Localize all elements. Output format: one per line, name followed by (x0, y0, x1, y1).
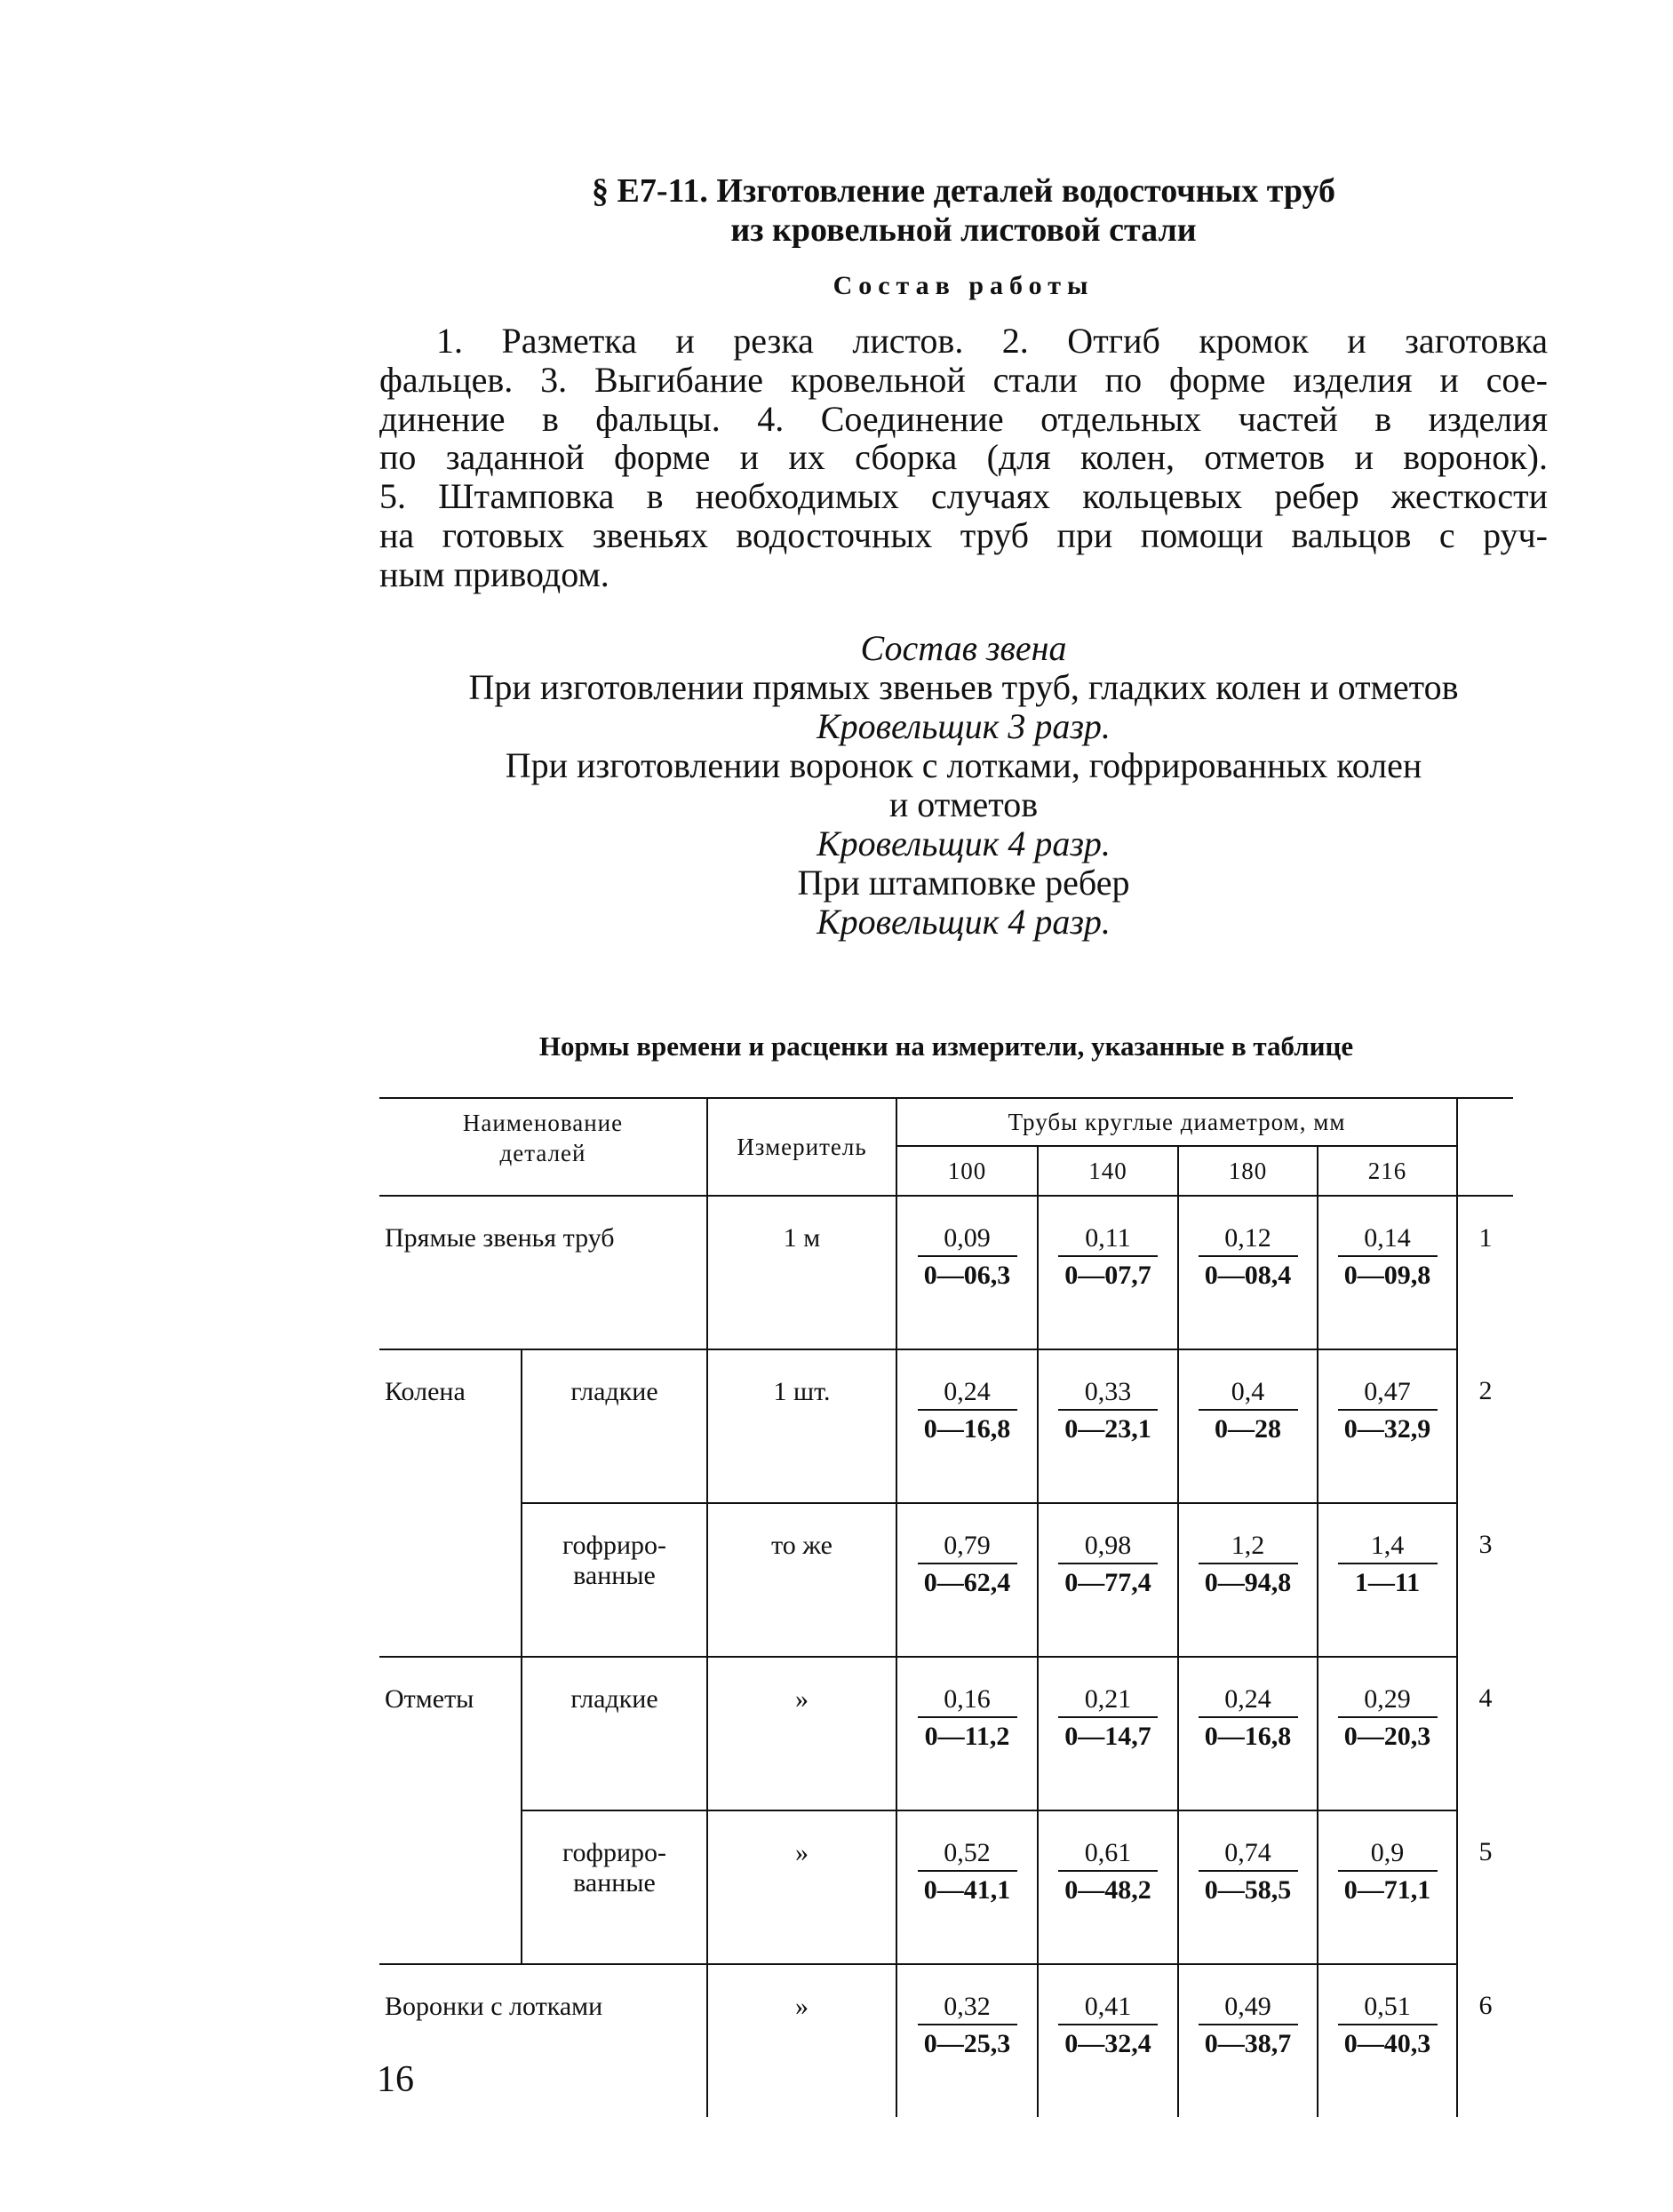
price-value: 1—11 (1354, 1568, 1421, 1597)
value-cell (1038, 1657, 1178, 1810)
time-value: 0,47 (1338, 1377, 1438, 1411)
time-value: 1,4 (1338, 1531, 1438, 1564)
table-row (379, 1657, 1513, 1810)
value-cell (896, 1196, 1038, 1349)
value-cell (1318, 1657, 1457, 1810)
time-value: 0,74 (1199, 1838, 1298, 1872)
crew-worker: Кровельщик 4 разр. (817, 824, 1111, 863)
time-value: 0,49 (1199, 1992, 1298, 2025)
time-value: 0,21 (1058, 1684, 1158, 1718)
value-cell (1038, 1503, 1178, 1657)
price-value: 0—09,8 (1343, 1261, 1431, 1290)
value-cell (896, 1503, 1038, 1657)
header-row-number (1457, 1098, 1513, 1196)
price-value: 0—20,3 (1343, 1722, 1431, 1751)
price-value: 0—71,1 (1343, 1875, 1431, 1905)
crew-worker: Кровельщик 4 разр. (817, 902, 1111, 942)
value-cell (896, 1810, 1038, 1964)
work-line: на готовых звеньях водосточных труб при помощи вальцов с руч- (379, 515, 1548, 555)
row-number: 5 (1478, 1837, 1493, 1866)
row-number: 4 (1478, 1683, 1493, 1713)
header-pipes: Трубы круглые диаметром, мм (896, 1098, 1457, 1146)
time-value: 0,41 (1058, 1992, 1158, 2025)
crew-worker: Кровельщик 3 разр. (817, 706, 1111, 746)
value-cell (1178, 1657, 1318, 1810)
row-unit: 1 шт. (707, 1349, 896, 1503)
work-line: 1. Разметка и резка листов. 2. Отгиб кромок и заготовка (436, 322, 1548, 361)
value-cell (896, 1349, 1038, 1503)
section-heading (379, 171, 1548, 250)
value-cell (1318, 1349, 1457, 1503)
price-value: 0—28 (1215, 1414, 1281, 1444)
price-value: 0—48,2 (1064, 1875, 1151, 1905)
row-number: 2 (1478, 1376, 1493, 1405)
header-unit: Измеритель (707, 1098, 896, 1196)
time-value: 0,29 (1338, 1684, 1438, 1718)
price-value: 0—23,1 (1064, 1414, 1151, 1444)
norms-table (379, 1097, 1513, 2117)
work-composition-title: Состав работы (833, 271, 1095, 300)
value-cell (1038, 1810, 1178, 1964)
table-row (379, 1349, 1513, 1503)
time-value: 0,12 (1199, 1223, 1298, 1257)
crew-composition (379, 629, 1548, 942)
price-value: 0—25,3 (923, 2029, 1011, 2058)
value-cell (1178, 1196, 1318, 1349)
table-row (379, 1196, 1513, 1349)
value-cell (1178, 1503, 1318, 1657)
crew-line: и отметов (888, 784, 1039, 824)
table-caption: Нормы времени и расценки на измерители, указанные в таблице (538, 1030, 1354, 1062)
value-cell (1318, 1196, 1457, 1349)
price-value: 0—62,4 (923, 1568, 1011, 1597)
price-value: 0—32,4 (1064, 2029, 1151, 2058)
value-cell (1038, 1196, 1178, 1349)
table-row (379, 1503, 1513, 1657)
price-value: 0—77,4 (1064, 1568, 1151, 1597)
price-value: 0—07,7 (1064, 1261, 1151, 1290)
time-value: 1,2 (1199, 1531, 1298, 1564)
page-number: 16 (377, 2059, 414, 2100)
time-value: 0,61 (1058, 1838, 1158, 1872)
row-group-name: Отметы (379, 1657, 522, 1964)
price-value: 0—16,8 (1204, 1722, 1292, 1751)
header-diameter: 216 (1318, 1146, 1457, 1196)
price-value: 0—38,7 (1204, 2029, 1292, 2058)
time-value: 0,32 (918, 1992, 1017, 2025)
table-row (379, 1964, 1513, 2117)
work-line: 5. Штамповка в необходимых случаях кольцевых ребер жесткости (379, 477, 1548, 516)
table-row (379, 1810, 1513, 1964)
value-cell (896, 1964, 1038, 2117)
section-heading-line-1: § Е7-11. Изготовление деталей водосточных труб (592, 172, 1335, 210)
row-part-name: Прямые звенья труб (379, 1196, 707, 1349)
price-value: 0—11,2 (924, 1722, 1010, 1751)
row-number: 1 (1478, 1223, 1493, 1253)
header-diameter: 180 (1178, 1146, 1318, 1196)
header-diameter: 140 (1038, 1146, 1178, 1196)
crew-line: При изготовлении прямых звеньев труб, гладких колен и отметов (468, 667, 1459, 707)
row-sub-name: гладкие (522, 1349, 707, 1503)
price-value: 0—08,4 (1204, 1261, 1292, 1290)
header-diameter: 100 (896, 1146, 1038, 1196)
row-number: 6 (1478, 1991, 1493, 2020)
time-value: 0,11 (1058, 1223, 1158, 1257)
row-sub-name: гофриро- ванные (522, 1503, 707, 1657)
price-value: 0—40,3 (1343, 2029, 1431, 2058)
work-line: ным приводом. (379, 554, 609, 594)
row-sub-name: гофриро- ванные (522, 1810, 707, 1964)
time-value: 0,9 (1338, 1838, 1438, 1872)
time-value: 0,24 (918, 1377, 1017, 1411)
time-value: 0,09 (918, 1223, 1017, 1257)
crew-line: При изготовлении воронок с лотками, гофрированных колен (505, 745, 1422, 785)
crew-line: При штамповке ребер (797, 863, 1130, 903)
work-line: динение в фальцы. 4. Соединение отдельных частей в изделия (379, 399, 1548, 439)
time-value: 0,24 (1199, 1684, 1298, 1718)
row-sub-name: гладкие (522, 1657, 707, 1810)
row-unit: » (707, 1810, 896, 1964)
time-value: 0,79 (918, 1531, 1017, 1564)
price-value: 0—41,1 (923, 1875, 1011, 1905)
table-header-row (379, 1098, 1513, 1146)
price-value: 0—06,3 (923, 1261, 1011, 1290)
time-value: 0,14 (1338, 1223, 1438, 1257)
time-value: 0,16 (918, 1684, 1017, 1718)
price-value: 0—94,8 (1204, 1568, 1292, 1597)
value-cell (1178, 1349, 1318, 1503)
time-value: 0,4 (1199, 1377, 1298, 1411)
row-unit: » (707, 1964, 896, 2117)
row-unit: » (707, 1657, 896, 1810)
value-cell (1038, 1964, 1178, 2117)
time-value: 0,52 (918, 1838, 1017, 1872)
work-line: по заданной форме и их сборка (для колен, отметов и воронок). (379, 438, 1548, 478)
price-value: 0—16,8 (923, 1414, 1011, 1444)
value-cell (1038, 1349, 1178, 1503)
price-value: 0—14,7 (1064, 1722, 1151, 1751)
crew-title: Состав звена (860, 628, 1067, 668)
header-part-name: Наименование деталей (379, 1098, 707, 1196)
row-part-name: Воронки с лотками (379, 1964, 707, 2117)
price-value: 0—58,5 (1204, 1875, 1292, 1905)
time-value: 0,98 (1058, 1531, 1158, 1564)
work-line: фальцев. 3. Выгибание кровельной стали по форме изделия и сое- (379, 360, 1548, 400)
time-value: 0,51 (1338, 1992, 1438, 2025)
row-number: 3 (1478, 1530, 1493, 1559)
work-composition-text (379, 322, 1548, 594)
value-cell (1318, 1810, 1457, 1964)
time-value: 0,33 (1058, 1377, 1158, 1411)
row-unit: то же (707, 1503, 896, 1657)
row-group-name: Колена (379, 1349, 522, 1657)
price-value: 0—32,9 (1343, 1414, 1431, 1444)
section-heading-line-2: из кровельной листовой стали (730, 211, 1197, 249)
row-unit: 1 м (707, 1196, 896, 1349)
value-cell (896, 1657, 1038, 1810)
value-cell (1178, 1810, 1318, 1964)
value-cell (1318, 1503, 1457, 1657)
value-cell (1178, 1964, 1318, 2117)
value-cell (1318, 1964, 1457, 2117)
